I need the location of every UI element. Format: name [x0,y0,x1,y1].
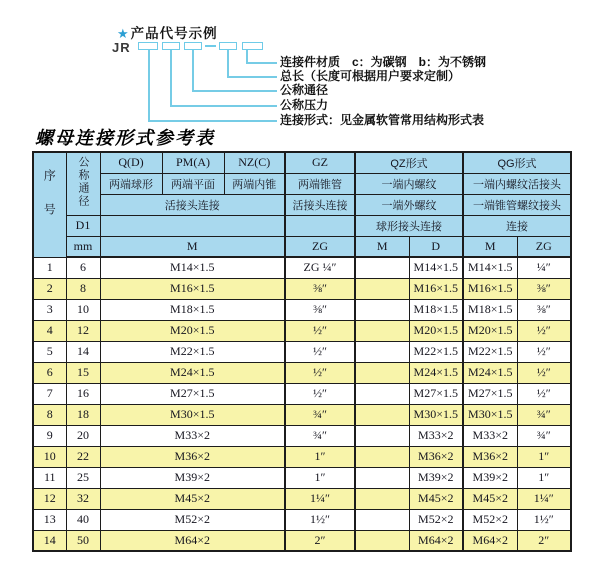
connector-line [192,90,277,92]
cell-qg-m: M20×1.5 [463,320,517,341]
product-code-example-text: 产品代号示例 [130,26,218,41]
header-qz-sub1: 一端内螺纹 [355,173,463,194]
cell-nominal-diameter: 6 [66,257,100,278]
cell-qg-m: M24×1.5 [463,362,517,383]
cell-qg-zg: ½″ [517,341,571,362]
header-qg-sub1: 一端内螺纹活接头 [463,173,571,194]
header-q: Q(D) [100,152,162,173]
cell-qz-m [355,257,409,278]
cell-qg-zg: 1″ [517,467,571,488]
cell-qg-zg: ¾″ [517,425,571,446]
cell-nominal-diameter: 8 [66,278,100,299]
cell-qg-zg: ½″ [517,320,571,341]
cell-qz-m [355,509,409,530]
cell-qg-m: M16×1.5 [463,278,517,299]
table-row [33,299,571,320]
connector-line [170,105,277,107]
cell-qg-m: M18×1.5 [463,299,517,320]
table-header [33,152,571,257]
product-code-prefix: JR [112,40,131,55]
cell-seq-no: 3 [33,299,66,320]
cell-gz-thread: ZG ¼″ [285,257,355,278]
table-body [33,257,571,551]
cell-qg-zg: 1¼″ [517,488,571,509]
connector-line [246,50,248,62]
cell-seq-no: 14 [33,530,66,551]
connector-line [227,76,277,78]
header-zg: ZG [285,236,355,257]
cell-nominal-diameter: 12 [66,320,100,341]
cell-m-thread: M52×2 [100,509,285,530]
header-m: M [100,236,285,257]
cell-qz-m [355,341,409,362]
cell-m-thread: M27×1.5 [100,383,285,404]
table-row [33,320,571,341]
connector-line [170,50,172,105]
connector-line [192,50,194,90]
cell-qg-zg: ½″ [517,362,571,383]
cell-qz-d: M20×1.5 [409,320,463,341]
header-seq-no-text: 序号 [42,169,57,238]
cell-gz-thread: ½″ [285,341,355,362]
cell-qg-m: M14×1.5 [463,257,517,278]
connector-line [246,62,277,64]
cell-qz-d: M24×1.5 [409,362,463,383]
cell-qz-d: M27×1.5 [409,383,463,404]
cell-seq-no: 8 [33,404,66,425]
cell-seq-no: 2 [33,278,66,299]
cell-qz-d: M30×1.5 [409,404,463,425]
cell-qz-d: M45×2 [409,488,463,509]
cell-qz-m [355,299,409,320]
code-box-material [242,42,263,50]
cell-qg-m: M22×1.5 [463,341,517,362]
cell-qg-m: M33×2 [463,425,517,446]
cell-gz-thread: 1″ [285,467,355,488]
cell-qg-m: M39×2 [463,467,517,488]
header-gz-sub: 两端锥管 [285,173,355,194]
cell-qg-m: M64×2 [463,530,517,551]
header-d1: D1 [66,215,100,236]
cell-qz-d: M33×2 [409,425,463,446]
cell-seq-no: 10 [33,446,66,467]
cell-qz-d: M39×2 [409,467,463,488]
cell-qz-m [355,383,409,404]
header-qz-sub2: 一端外螺纹 [355,194,463,215]
header-pm-sub: 两端平面 [162,173,224,194]
cell-qz-m [355,446,409,467]
cell-gz-thread: ⅜″ [285,278,355,299]
header-qg-m: M [463,236,517,257]
code-label-connection-form: 连接形式：见金属软管常用结构形式表 [280,113,485,127]
cell-qz-m [355,320,409,341]
cell-gz-thread: 1¼″ [285,488,355,509]
cell-m-thread: M24×1.5 [100,362,285,383]
header-gz-connection: 活接头连接 [285,194,355,215]
cell-seq-no: 5 [33,341,66,362]
cell-m-thread: M30×1.5 [100,404,285,425]
cell-qz-m [355,488,409,509]
cell-qz-m [355,404,409,425]
cell-nominal-diameter: 22 [66,446,100,467]
cell-nominal-diameter: 50 [66,530,100,551]
cell-m-thread: M39×2 [100,467,285,488]
table-row [33,362,571,383]
cell-m-thread: M22×1.5 [100,341,285,362]
table-row [33,446,571,467]
header-qg-sub2: 一端锥管螺纹接头 [463,194,571,215]
cell-nominal-diameter: 15 [66,362,100,383]
cell-gz-thread: ½″ [285,320,355,341]
table-row [33,278,571,299]
cell-qz-d: M52×2 [409,509,463,530]
table-row [33,467,571,488]
cell-qz-m [355,362,409,383]
header-gz: GZ [285,152,355,173]
code-label-nominal-diameter: 公称通径 [280,83,329,97]
header-nz: NZ(C) [224,152,285,173]
table-row [33,509,571,530]
cell-seq-no: 7 [33,383,66,404]
cell-qg-zg: ¼″ [517,257,571,278]
header-nz-sub: 两端内锥 [224,173,285,194]
cell-qz-m [355,467,409,488]
cell-qz-m [355,530,409,551]
code-label-material: 连接件材质 c：为碳钢 b：为不锈钢 [280,55,487,69]
cell-seq-no: 6 [33,362,66,383]
header-empty-gz [285,215,355,236]
cell-gz-thread: ¾″ [285,425,355,446]
cell-m-thread: M36×2 [100,446,285,467]
connector-line [148,120,277,122]
header-mm: mm [66,236,100,257]
cell-qz-d: M14×1.5 [409,257,463,278]
header-qz-form: QZ形式 [355,152,463,173]
header-qz-connection: 球形接头连接 [355,215,463,236]
code-label-total-length: 总长（长度可根据用户要求定制） [280,69,461,83]
cell-seq-no: 12 [33,488,66,509]
cell-m-thread: M33×2 [100,425,285,446]
product-code-example-title [117,22,218,42]
cell-m-thread: M45×2 [100,488,285,509]
cell-m-thread: M16×1.5 [100,278,285,299]
cell-gz-thread: 1″ [285,446,355,467]
cell-gz-thread: ½″ [285,362,355,383]
header-qg-zg: ZG [517,236,571,257]
table-row [33,257,571,278]
table-row [33,530,571,551]
header-seq-no [33,152,66,257]
cell-gz-thread: 1½″ [285,509,355,530]
cell-qg-zg: ¾″ [517,404,571,425]
cell-seq-no: 9 [33,425,66,446]
cell-qz-m [355,425,409,446]
code-box-nominal-pressure [162,42,180,50]
cell-qg-zg: ½″ [517,383,571,404]
cell-qg-zg: ⅜″ [517,278,571,299]
code-dash [205,45,216,47]
table-row [33,425,571,446]
cell-qz-d: M36×2 [409,446,463,467]
cell-qg-zg: 1½″ [517,509,571,530]
cell-nominal-diameter: 32 [66,488,100,509]
cell-qz-m [355,278,409,299]
cell-qg-zg: 2″ [517,530,571,551]
header-empty-m [100,215,285,236]
cell-seq-no: 13 [33,509,66,530]
cell-qz-d: M18×1.5 [409,299,463,320]
table-row [33,341,571,362]
header-qz-d: D [409,236,463,257]
header-qz-m: M [355,236,409,257]
cell-qg-zg: ⅜″ [517,299,571,320]
cell-m-thread: M20×1.5 [100,320,285,341]
cell-qg-m: M45×2 [463,488,517,509]
cell-qz-d: M16×1.5 [409,278,463,299]
cell-gz-thread: ⅜″ [285,299,355,320]
cell-nominal-diameter: 20 [66,425,100,446]
cell-seq-no: 1 [33,257,66,278]
header-pm: PM(A) [162,152,224,173]
cell-qg-m: M52×2 [463,509,517,530]
code-box-total-length [219,42,237,50]
table-title: 螺母连接形式参考表 [35,128,215,148]
header-nominal-diameter [66,152,100,215]
cell-m-thread: M18×1.5 [100,299,285,320]
cell-qg-zg: 1″ [517,446,571,467]
cell-qg-m: M36×2 [463,446,517,467]
cell-nominal-diameter: 16 [66,383,100,404]
table-row [33,488,571,509]
cell-nominal-diameter: 25 [66,467,100,488]
cell-qz-d: M64×2 [409,530,463,551]
cell-gz-thread: ½″ [285,383,355,404]
header-qg-connection: 连接 [463,215,571,236]
connector-line [148,50,150,120]
cell-qg-m: M27×1.5 [463,383,517,404]
header-q-sub: 两端球形 [100,173,162,194]
code-label-nominal-pressure: 公称压力 [280,98,329,112]
header-union-connection: 活接头连接 [100,194,285,215]
table-row [33,404,571,425]
connector-line [227,50,229,76]
code-box-connection-form [138,42,158,50]
cell-nominal-diameter: 18 [66,404,100,425]
header-qg-form: QG形式 [463,152,571,173]
star-icon: ★ [117,26,129,41]
nut-connection-reference-table [32,151,572,552]
cell-nominal-diameter: 10 [66,299,100,320]
cell-gz-thread: ¾″ [285,404,355,425]
cell-qg-m: M30×1.5 [463,404,517,425]
cell-m-thread: M14×1.5 [100,257,285,278]
cell-seq-no: 4 [33,320,66,341]
cell-nominal-diameter: 14 [66,341,100,362]
cell-gz-thread: 2″ [285,530,355,551]
code-box-nominal-diameter [184,42,202,50]
cell-seq-no: 11 [33,467,66,488]
table-row [33,383,571,404]
cell-qz-d: M22×1.5 [409,341,463,362]
cell-nominal-diameter: 40 [66,509,100,530]
cell-m-thread: M64×2 [100,530,285,551]
header-nominal-diameter-text: 公称通径 [77,156,89,209]
